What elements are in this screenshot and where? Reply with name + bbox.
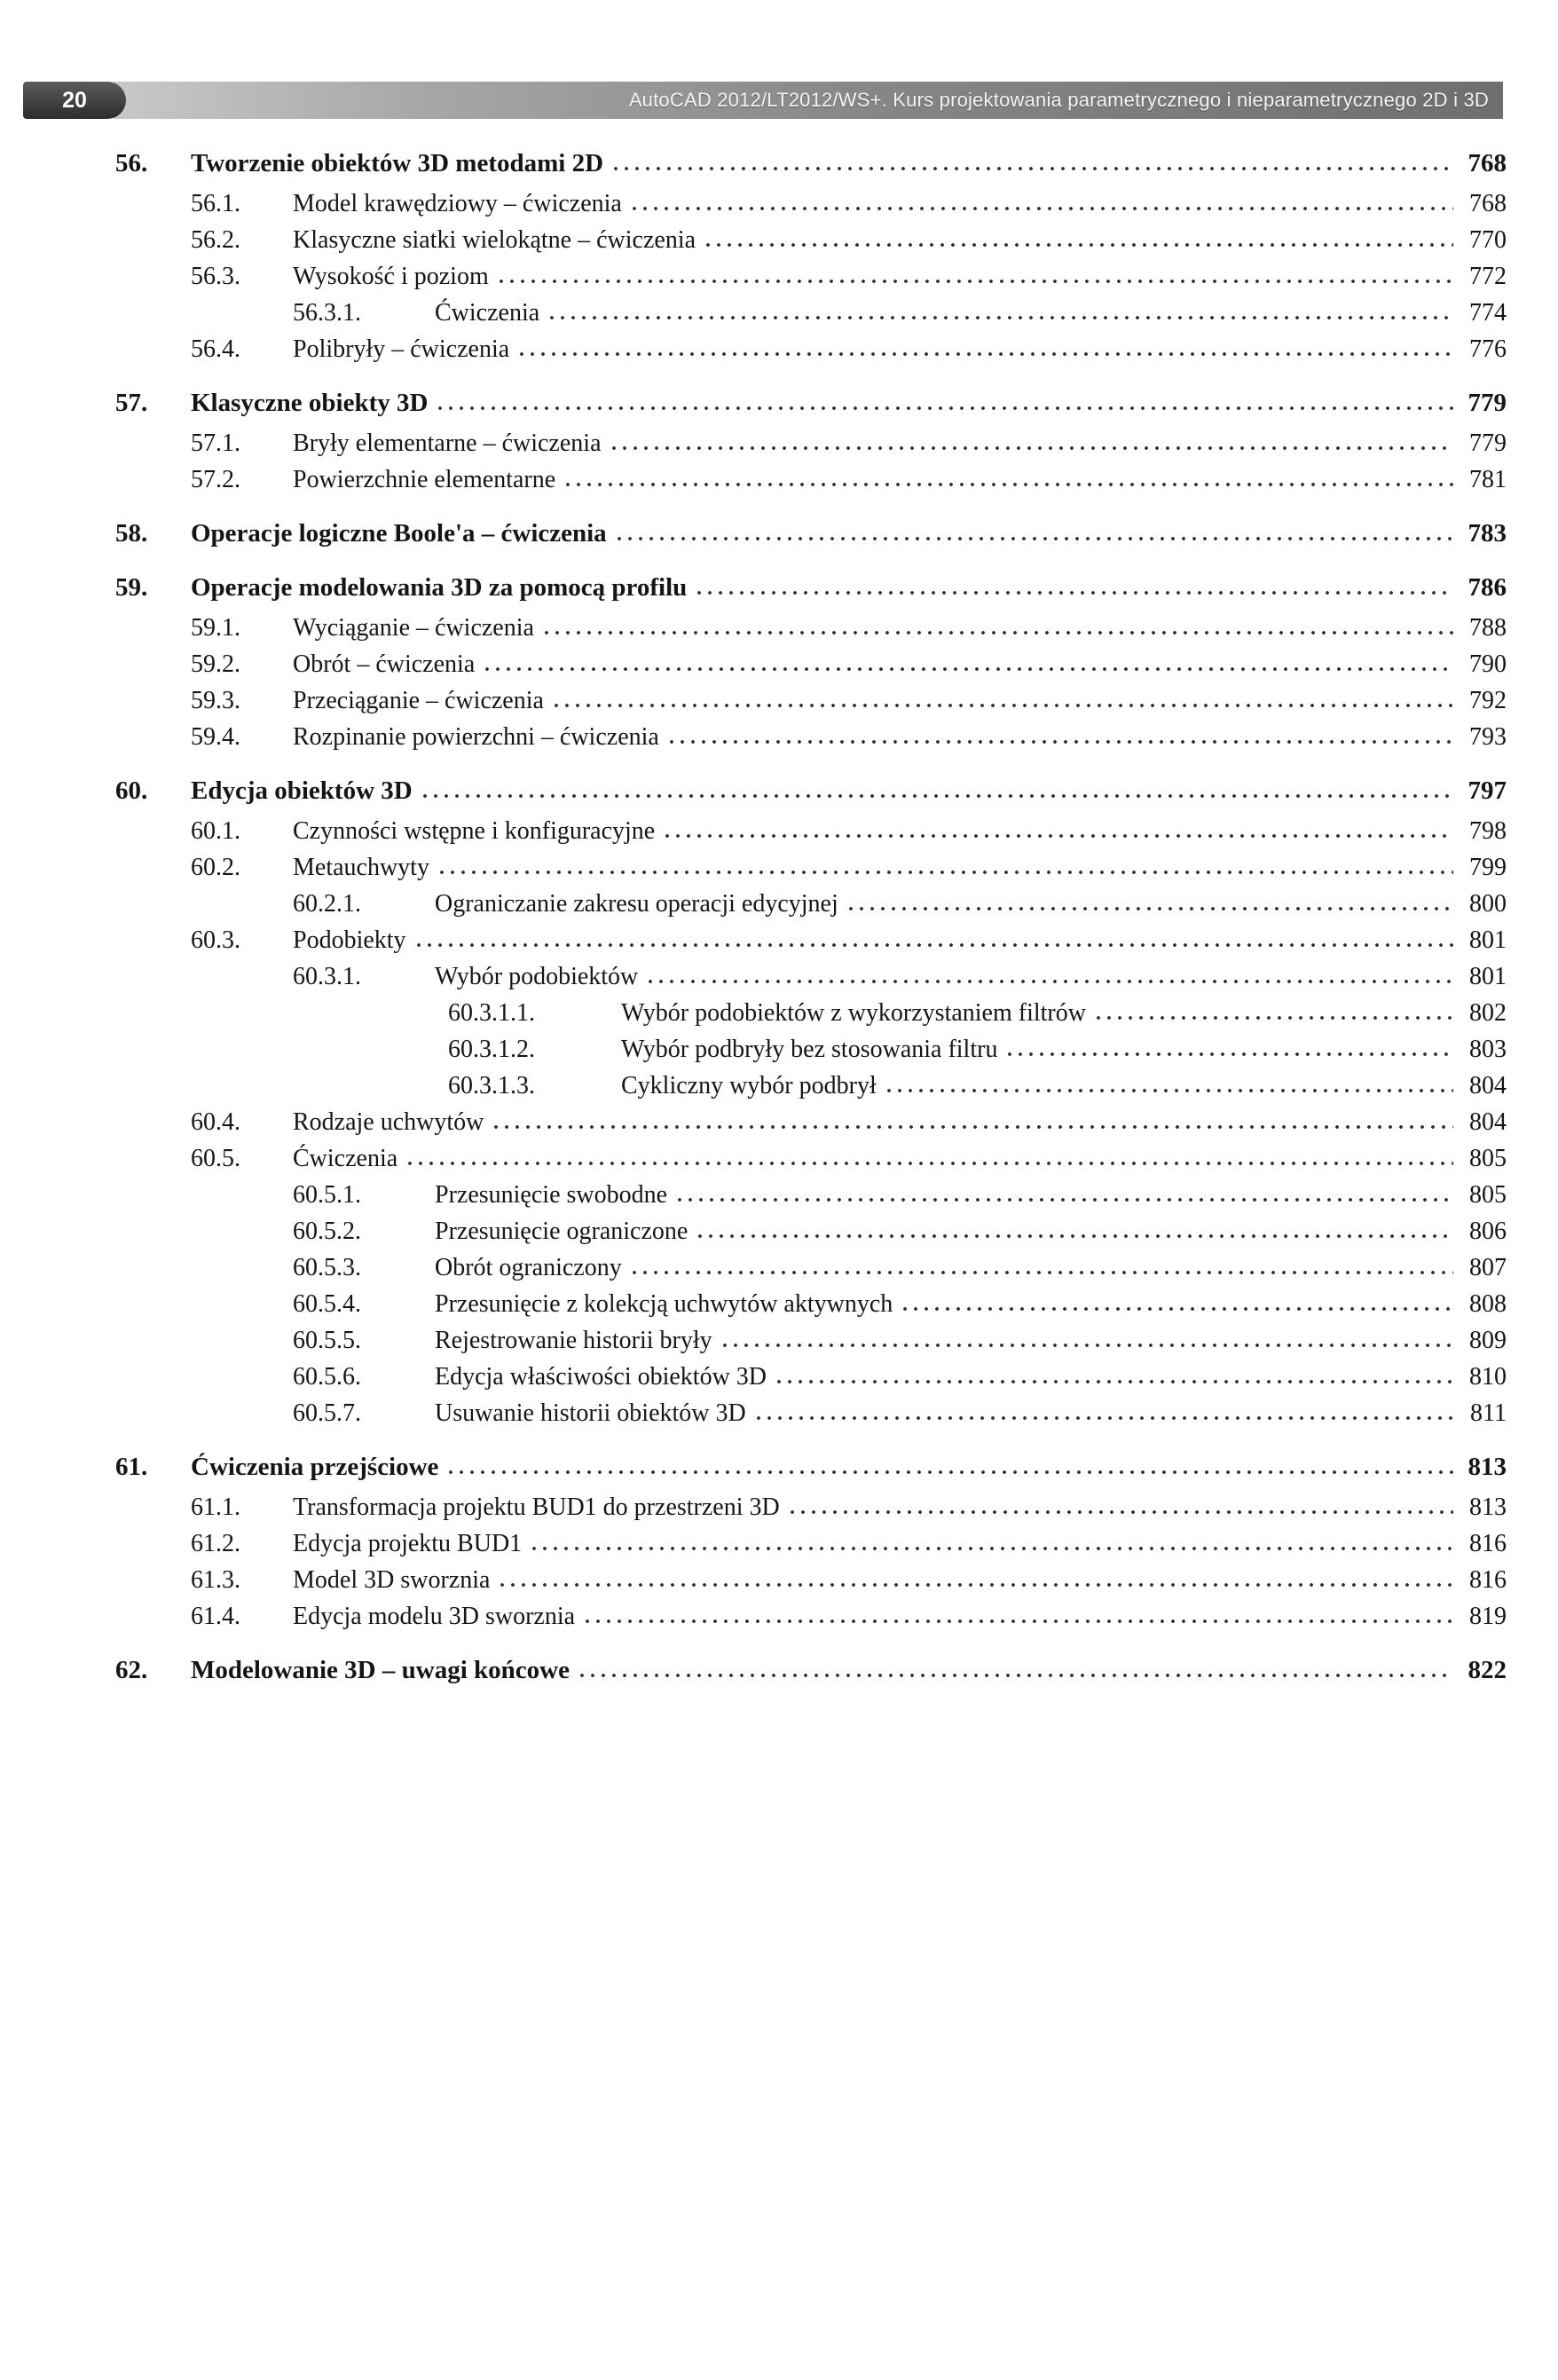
entry-title: Ćwiczenia [293,1145,398,1172]
dot-leader [614,536,1453,541]
entry-page-number: 768 [1469,190,1507,217]
entry-title: Wybór podbryły bez stosowania filtru [621,1036,998,1063]
entry-page-number: 806 [1469,1218,1507,1245]
entry-title: Powierzchnie elementarne [293,466,556,493]
entry-title: Ograniczanie zakresu operacji edycyjnej [435,890,838,918]
entry-number: 60.5.1. [293,1181,361,1209]
entry-number: 60.5.7. [293,1399,361,1427]
dot-leader [516,351,1453,357]
entry-number: 57. [115,389,148,417]
entry-title: Cykliczny wybór podbrył [621,1072,877,1099]
entry-number: 60.5.6. [293,1363,361,1391]
dot-leader [720,1343,1453,1348]
entry-page-number: 805 [1469,1181,1507,1209]
toc-entry [115,773,1507,809]
entry-title: Polibryły – ćwiczenia [293,335,510,363]
entry-title: Edycja projektu BUD1 [293,1530,523,1557]
dot-leader [694,590,1453,595]
entry-page-number: 811 [1470,1399,1507,1427]
dot-leader [1093,1015,1453,1021]
toc-entry [191,425,1507,461]
entry-title: Wysokość i poziom [293,263,489,290]
entry-title: Operacje logiczne Boole'a – ćwiczenia [191,519,607,548]
entry-page-number: 799 [1469,854,1507,881]
page-header [23,82,1503,119]
entry-number: 60.5.5. [293,1327,361,1354]
entry-number: 60.3.1. [293,963,361,990]
toc-entry [191,1489,1507,1525]
entry-number: 57.1. [191,430,240,457]
dot-leader [491,1124,1453,1130]
entry-number: 60.3.1.1. [448,999,535,1027]
entry-number: 61.3. [191,1566,240,1594]
entry-number: 56. [115,149,148,177]
dot-leader [629,206,1453,211]
entry-page-number: 768 [1468,149,1507,177]
dot-leader [666,739,1453,745]
dot-leader [437,870,1453,875]
entry-title: Podobiekty [293,926,406,954]
entry-number: 60.3. [191,926,240,954]
entry-title: Edycja modelu 3D sworznia [293,1603,576,1630]
dot-leader [609,445,1454,451]
entry-number: 62. [115,1656,148,1684]
dot-leader [884,1088,1453,1093]
table-of-contents [115,146,1507,1689]
entry-title: Wybór podobiektów [435,963,639,990]
toc-entry [191,682,1507,719]
running-header-title: AutoCAD 2012/LT2012/WS+. Kurs projektowania parametrycznego i nieparametrycznego 2D i 3D [628,89,1489,111]
dot-leader [541,630,1453,635]
dot-leader [703,242,1453,248]
dot-leader [610,166,1453,171]
entry-page-number: 802 [1469,999,1507,1027]
dot-leader [547,315,1453,320]
entry-title: Ćwiczenia [435,299,540,327]
toc-entry [115,516,1507,552]
entry-title: Rejestrowanie historii bryły [435,1327,712,1354]
entry-number: 60.5. [191,1145,240,1172]
entry-page-number: 819 [1469,1603,1507,1630]
toc-entry [191,719,1507,755]
entry-number: 56.3.1. [293,299,361,327]
entry-page-number: 788 [1469,614,1507,642]
entry-page-number: 770 [1469,226,1507,254]
entry-title: Ćwiczenia przejściowe [191,1453,439,1481]
entry-number: 61.4. [191,1603,240,1630]
toc-entry [293,1177,1507,1213]
entry-number: 60. [115,776,148,805]
entry-title: Model krawędziowy – ćwiczenia [293,190,622,217]
entry-title: Usuwanie historii obiektów 3D [435,1399,746,1427]
toc-entry [448,1068,1507,1104]
entry-page-number: 790 [1469,650,1507,678]
entry-number: 60.3.1.2. [448,1036,535,1063]
entry-number: 56.4. [191,335,240,363]
entry-page-number: 813 [1468,1453,1507,1481]
dot-leader [420,793,1453,799]
entry-page-number: 816 [1469,1530,1507,1557]
entry-number: 60.2. [191,854,240,881]
dot-leader [482,666,1453,672]
entry-page-number: 779 [1469,430,1507,457]
entry-number: 61. [115,1453,148,1481]
entry-page-number: 822 [1468,1656,1507,1684]
entry-page-number: 793 [1469,723,1507,751]
entry-title: Operacje modelowania 3D za pomocą profilu [191,573,688,602]
dot-leader [674,1197,1453,1202]
entry-title: Obrót ograniczony [435,1254,622,1281]
toc-entry [448,1031,1507,1068]
entry-title: Przeciąganie – ćwiczenia [293,687,544,714]
toc-entry [191,222,1507,258]
toc-entry [293,1249,1507,1286]
entry-page-number: 779 [1468,389,1507,417]
toc-entry [293,1286,1507,1322]
toc-entry [191,1104,1507,1140]
entry-number: 58. [115,519,148,548]
dot-leader [753,1415,1453,1421]
dot-leader [577,1673,1453,1678]
entry-page-number: 772 [1469,263,1507,290]
entry-number: 60.3.1.3. [448,1072,535,1099]
dot-leader [900,1306,1453,1312]
entry-title: Wybór podobiektów z wykorzystaniem filtrów [621,999,1086,1027]
dot-leader [645,979,1453,984]
entry-number: 61.2. [191,1530,240,1557]
entry-title: Rodzaje uchwytów [293,1108,484,1136]
entry-page-number: 810 [1469,1363,1507,1391]
entry-number: 59. [115,573,148,602]
entry-title: Edycja właściwości obiektów 3D [435,1363,767,1391]
entry-page-number: 786 [1468,573,1507,602]
entry-number: 56.3. [191,263,240,290]
dot-leader [846,906,1453,911]
entry-title: Tworzenie obiektów 3D metodami 2D [191,149,604,177]
entry-page-number: 783 [1468,519,1507,548]
dot-leader [582,1619,1453,1624]
dot-leader [497,1582,1453,1588]
toc-entry [191,646,1507,682]
entry-page-number: 801 [1469,963,1507,990]
toc-entry [115,1449,1507,1486]
toc-entry [448,995,1507,1031]
entry-number: 57.2. [191,466,240,493]
entry-title: Przesunięcie swobodne [435,1181,668,1209]
entry-number: 60.5.4. [293,1290,361,1318]
entry-title: Metauchwyty [293,854,429,881]
entry-number: 56.1. [191,190,240,217]
entry-number: 59.3. [191,687,240,714]
entry-number: 60.2.1. [293,890,361,918]
entry-page-number: 808 [1469,1290,1507,1318]
dot-leader [774,1379,1453,1384]
entry-number: 60.1. [191,817,240,845]
entry-title: Czynności wstępne i konfiguracyjne [293,817,656,845]
entry-page-number: 807 [1469,1254,1507,1281]
toc-entry [293,886,1507,922]
entry-number: 60.5.3. [293,1254,361,1281]
entry-number: 59.1. [191,614,240,642]
entry-title: Wyciąganie – ćwiczenia [293,614,534,642]
entry-page-number: 804 [1469,1108,1507,1136]
entry-title: Przesunięcie ograniczone [435,1218,689,1245]
dot-leader [662,833,1453,839]
entry-page-number: 801 [1469,926,1507,954]
entry-title: Modelowanie 3D – uwagi końcowe [191,1656,570,1684]
toc-entry [191,813,1507,849]
entry-number: 61.1. [191,1493,240,1521]
toc-entry [191,1140,1507,1177]
entry-page-number: 792 [1469,687,1507,714]
toc-entry [191,258,1507,295]
toc-entry [191,1598,1507,1635]
dot-leader [551,703,1453,708]
dot-leader [787,1509,1453,1515]
dot-leader [435,406,1453,411]
toc-entry [115,146,1507,182]
dot-leader [1004,1052,1453,1057]
dot-leader [563,482,1453,487]
entry-title: Przesunięcie z kolekcją uchwytów aktywnych [435,1290,893,1318]
entry-title: Bryły elementarne – ćwiczenia [293,430,602,457]
dot-leader [445,1470,1453,1475]
toc-entry [191,1525,1507,1562]
entry-page-number: 800 [1469,890,1507,918]
entry-title: Transformacja projektu BUD1 do przestrzeni 3D [293,1493,780,1521]
toc-entry [115,385,1507,422]
toc-entry [293,1322,1507,1359]
entry-number: 59.4. [191,723,240,751]
entry-number: 60.5.2. [293,1218,361,1245]
dot-leader [529,1546,1453,1551]
dot-leader [629,1270,1453,1275]
entry-page-number: 774 [1469,299,1507,327]
entry-title: Model 3D sworznia [293,1566,491,1594]
entry-title: Rozpinanie powierzchni – ćwiczenia [293,723,659,751]
toc-entry [293,1359,1507,1395]
entry-title: Edycja obiektów 3D [191,776,413,805]
entry-title: Klasyczne siatki wielokątne – ćwiczenia [293,226,696,254]
toc-entry [293,1213,1507,1249]
toc-entry [191,461,1507,498]
toc-entry [191,331,1507,367]
entry-page-number: 804 [1469,1072,1507,1099]
entry-title: Klasyczne obiekty 3D [191,389,429,417]
running-header-bar [114,82,1503,119]
entry-page-number: 797 [1468,776,1507,805]
toc-entry [191,185,1507,222]
entry-title: Obrót – ćwiczenia [293,650,476,678]
entry-page-number: 776 [1469,335,1507,363]
entry-page-number: 781 [1469,466,1507,493]
entry-page-number: 803 [1469,1036,1507,1063]
entry-page-number: 813 [1469,1493,1507,1521]
toc-entry [115,570,1507,606]
dot-leader [413,942,1453,948]
toc-entry [191,610,1507,646]
dot-leader [496,279,1453,284]
toc-entry [191,922,1507,958]
entry-number: 60.4. [191,1108,240,1136]
dot-leader [695,1233,1453,1239]
dot-leader [405,1161,1453,1166]
page-number-badge: 20 [23,82,126,119]
toc-entry [191,1562,1507,1598]
toc-entry [293,295,1507,331]
entry-page-number: 798 [1469,817,1507,845]
entry-page-number: 816 [1469,1566,1507,1594]
toc-entry [115,1652,1507,1689]
toc-entry [191,849,1507,886]
toc-entry [293,958,1507,995]
entry-page-number: 809 [1469,1327,1507,1354]
entry-page-number: 805 [1469,1145,1507,1172]
entry-number: 59.2. [191,650,240,678]
entry-number: 56.2. [191,226,240,254]
toc-entry [293,1395,1507,1431]
